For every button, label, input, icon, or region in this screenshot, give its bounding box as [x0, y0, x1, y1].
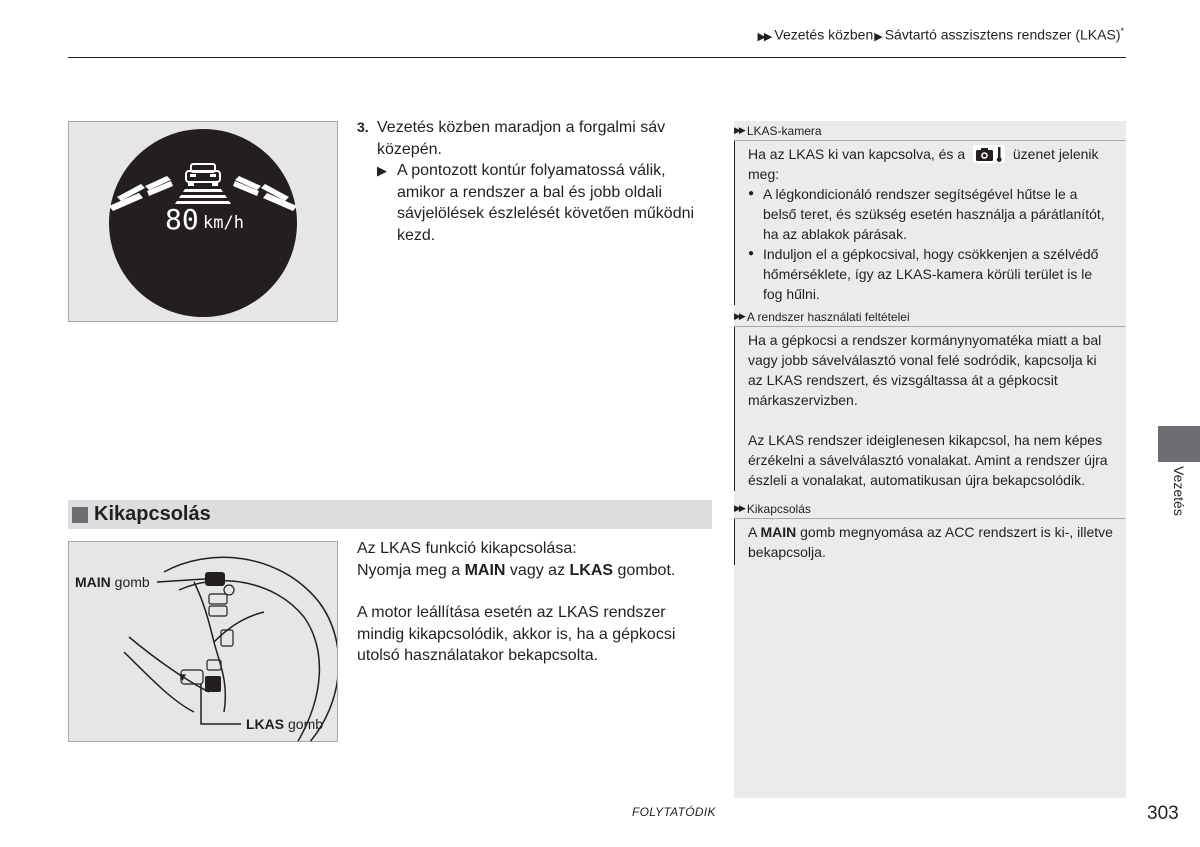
svg-text:▼: ▼ — [179, 673, 186, 683]
camera-temperature-icon — [973, 145, 1005, 163]
breadcrumb-marker: * — [1120, 26, 1124, 36]
note-body-conditions — [748, 330, 1113, 490]
intro-line-1: Az LKAS funkció kikapcsolása: — [357, 540, 577, 557]
speed-unit: km/h — [203, 213, 244, 233]
speed-value: 80 — [165, 203, 199, 236]
distance-bar — [183, 189, 223, 192]
section-heading — [68, 500, 712, 529]
note-left-rule — [734, 141, 735, 305]
camera-bullet-list — [748, 184, 1113, 304]
note-body-off: A MAIN gomb megnyomása az ACC rendszert is ki-, illetve bekapcsolja. — [748, 524, 1113, 560]
main-button-label: MAIN gomb — [75, 574, 150, 590]
distance-bar — [179, 195, 227, 198]
camera-intro: Ha az LKAS ki van kapcsolva, és a üzenet jelenik meg: — [748, 146, 1099, 182]
result-arrow-icon: ▶ — [377, 163, 387, 178]
step-result-text: A pontozott kontúr folyamatossá válik, amikor a rendszer a bal és jobb oldali sávjelölések észlelését követően működni kezd. — [397, 162, 695, 244]
steering-wheel-figure — [68, 541, 338, 742]
conditions-para-1: Ha a gépkocsi a rendszer kormánynyomatéka miatt a bal vagy jobb sávelválasztó vonal felé sodródik, kapcsolja ki az LKAS rendszert, és vizsgáltassa át a gépkocsit márkaszervizben. — [748, 332, 1102, 408]
intro-line-2: Nyomja meg a MAIN vagy az LKAS gombot. — [357, 561, 676, 579]
note-arrow-icon: ▶▶ — [734, 125, 744, 135]
section-title: Kikapcsolás — [94, 503, 211, 525]
step-number: 3. — [357, 119, 369, 135]
continue-label: FOLYTATÓDIK — [632, 805, 716, 819]
lkas-button[interactable] — [205, 676, 221, 692]
note-left-rule — [734, 519, 735, 565]
header-divider — [68, 57, 1126, 58]
note-left-rule — [734, 327, 735, 491]
section-intro — [357, 538, 712, 581]
note-arrow-icon: ▶▶ — [734, 311, 744, 321]
note-head-off: ▶▶ Kikapcsolás — [734, 499, 1126, 519]
list-item: ● Induljon el a gépkocsival, hogy csökkenjen a szélvédő hőmérséklete, így az LKAS-kamera körüli terület is le fog hűlni. — [748, 244, 1113, 304]
step-text: Vezetés közben maradjon a forgalmi sáv közepén. — [377, 119, 666, 158]
note-arrow-icon: ▶▶ — [734, 503, 744, 513]
arrow-icon: ▶ — [874, 30, 883, 43]
list-item: ● A légkondicionáló rendszer segítségével hűtse le a belső teret, és szükség esetén használja a párátlanítót, ha az ablakok párásak. — [748, 184, 1113, 244]
note-head-camera: ▶▶ LKAS-kamera — [734, 121, 1126, 141]
lkas-display-illustration — [69, 122, 338, 322]
note-head-conditions: ▶▶ A rendszer használati feltételei — [734, 307, 1126, 327]
note-body-camera — [748, 144, 1113, 304]
section-square-icon — [72, 507, 88, 523]
chapter-tab-label: Vezetés — [1171, 466, 1187, 516]
step-3 — [357, 117, 702, 246]
wheel-hub — [194, 582, 225, 712]
double-arrow-icon: ▶▶ — [757, 30, 771, 43]
chapter-tab-marker — [1158, 426, 1200, 462]
conditions-para-2: Az LKAS rendszer ideiglenesen kikapcsol, ha nem képes érzékelni a sávelválasztó vonalakat. Amint a rendszer újra észleli a vonalakat, automatikusan újra bekapcsolódik. — [748, 432, 1108, 488]
lkas-button-label: LKAS gomb — [246, 716, 324, 732]
steering-wheel-illustration — [69, 542, 338, 742]
section-paragraph: A motor leállítása esetén az LKAS rendszer mindig kikapcsolódik, akkor is, ha a gépkocsi utolsó használatakor bekapcsolta. — [357, 604, 676, 664]
page-number: 303 — [1147, 803, 1179, 824]
breadcrumb — [757, 26, 1124, 43]
main-callout-line — [157, 579, 205, 582]
lkas-display-figure — [68, 121, 338, 322]
breadcrumb-part2: Sávtartó asszisztens rendszer (LKAS) — [884, 26, 1121, 43]
main-button[interactable] — [205, 572, 225, 586]
breadcrumb-part1: Vezetés közben — [774, 26, 874, 43]
step-result — [377, 160, 702, 246]
